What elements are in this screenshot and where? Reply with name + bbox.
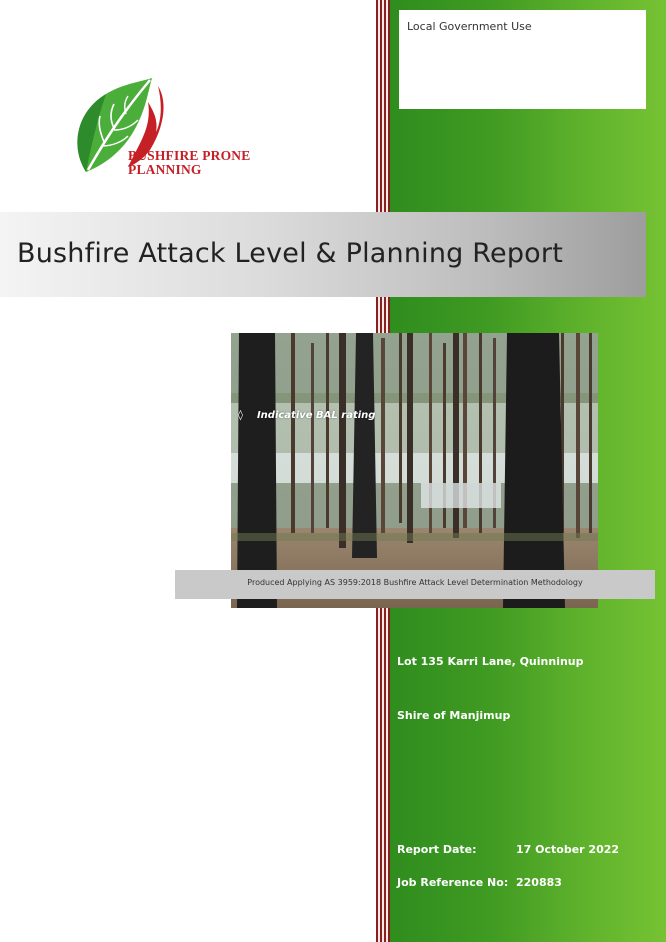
diamond-bullet-icon: ◊: [238, 410, 243, 421]
indicative-bal-text: Indicative BAL rating: [256, 410, 376, 421]
report-title: Bushfire Attack Level & Planning Report: [17, 238, 563, 269]
forest-photo-image: [231, 333, 598, 608]
title-band: [0, 212, 646, 297]
job-reference-value: 220883: [516, 876, 562, 889]
photo-overlay-note: [238, 410, 375, 421]
local-government-use-box: [399, 10, 646, 109]
logo-text-line1: BUSHFIRE PRONE: [128, 148, 251, 163]
job-reference-label: Job Reference No:: [397, 876, 509, 889]
property-address: Lot 135 Karri Lane, Quinninup: [397, 655, 584, 668]
report-date-value: 17 October 2022: [516, 843, 620, 856]
report-date-label: Report Date:: [397, 843, 477, 856]
logo-text-line2: PLANNING: [128, 162, 202, 177]
cover-forest-photo: [231, 333, 598, 608]
methodology-caption: Produced Applying AS 3959:2018 Bushfire Attack Level Determination Methodology: [247, 578, 583, 587]
local-government-use-label: Local Government Use: [407, 20, 532, 33]
methodology-caption-band: [175, 570, 655, 599]
shire-name: Shire of Manjimup: [397, 709, 511, 722]
